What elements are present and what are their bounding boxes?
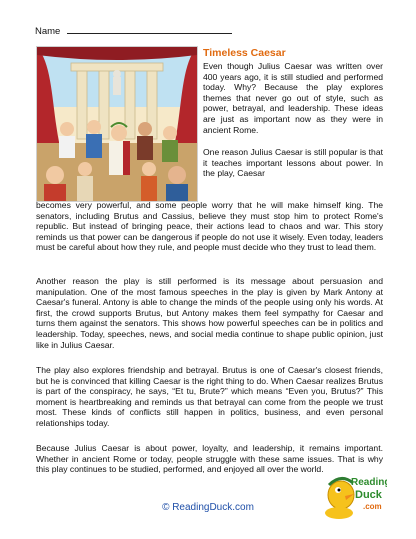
paragraph-4: The play also explores friendship and betrayal. Brutus is one of Caesar's closest friends, but he is convinced that killing Caesar is the right thing to do. When Caesar realizes Brutus is part of the conspiracy, he says, “Et tu, Brute?” which means “Even you, Brutus?” This moment is heartbreaking and reminds us that betrayal can come from the people we trust most. These kinds of conflicts still happen in politics, business, and even personal relationships today.	[36, 365, 383, 428]
article-title: Timeless Caesar	[203, 47, 286, 59]
paragraph-1: Even though Julius Caesar was written over 400 years ago, it is still studied and performed today. Why? Because the play explores themes that never go out of style, such as power, betrayal, and leadership. These ideas are just as important now as they were in ancient Rome.	[203, 61, 383, 135]
caesar-illustration	[36, 46, 198, 202]
logo-duck-text: Duck	[355, 489, 382, 501]
name-line[interactable]	[67, 24, 232, 34]
paragraph-2-continued: becomes very powerful, and some people worry that he will make himself king. The senators, including Brutus and Cassius, believe they must stop him to protect Rome's republic. But instead of bringing peace, their actions lead to chaos and war. This story reminds us that power can be dangerous if people do not use it wisely. Even today, leaders must be careful about how they rule, and people must decide who they trust to lead them.	[36, 200, 383, 253]
paragraph-3: Another reason the play is still performed is its message about persuasion and manipulation. One of the most famous speeches in the play is given by Mark Antony at Caesar's funeral. Antony is able to change the minds of the people using only his words. At first, the crowd supports Brutus, but Antony makes them feel sympathy for Caesar and turns them against the senators. This shows how powerful speeches can be in politics and leadership. Today, speeches, news, and social media continue to shape public opinion, just like in Julius Caesar.	[36, 276, 383, 350]
copyright-link[interactable]: © ReadingDuck.com	[162, 502, 254, 513]
name-label: Name	[35, 26, 61, 37]
logo-com-text: .com	[363, 502, 382, 511]
paragraph-5: Because Julius Caesar is about power, loyalty, and leadership, it remains important. Whether in ancient Rome or today, people struggle with these same issues. That is why this play continues to be studied, performed, and enjoyed all over the world.	[36, 443, 383, 475]
readingduck-logo	[323, 465, 387, 523]
paragraph-2-start: One reason Julius Caesar is still popular is that it teaches important lessons about power. In the play, Caesar	[203, 147, 383, 179]
logo-reading-text: Reading	[351, 477, 387, 488]
name-field-row	[35, 24, 232, 37]
